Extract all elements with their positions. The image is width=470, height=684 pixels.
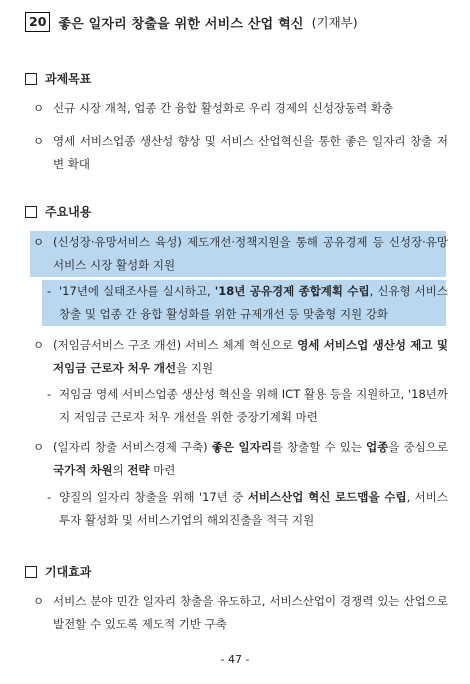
circle-bullet-icon: ㅇ [33, 134, 45, 148]
section-header [25, 12, 358, 32]
square-bullet-icon [25, 566, 37, 578]
sub-text: 저임금 영세 서비스업종 생산성 혁신을 위해 ICT 활용 등을 지원하고, '18년까지 저임금 근로자 처우 개선을 위한 중장기계획 마련 [59, 387, 448, 424]
effect-text: 서비스 분야 민간 일자리 창출을 유도하고, 서비스산업이 경쟁력 있는 산업으로 발전할 수 있도록 제도적 기반 구축 [53, 594, 448, 631]
circle-bullet-icon: ㅇ [33, 440, 45, 454]
dash-bullet: - [47, 490, 52, 504]
list-item [33, 231, 448, 277]
list-item [33, 97, 448, 120]
list-item [33, 590, 448, 636]
square-bullet-icon [25, 206, 37, 218]
content-text: (저임금서비스 구조 개선) 서비스 체계 혁신으로 영세 서비스업 생산성 제고 및 저임금 근로자 처우 개선을 지원 [53, 338, 448, 375]
content-text: (일자리 창출 서비스경제 구축) 좋은 일자리를 창출할 수 있는 업종을 중심으로 국가적 차원의 전략 마련 [53, 440, 449, 477]
circle-bullet-icon: ㅇ [33, 594, 45, 608]
page-number: - 47 - [220, 653, 250, 666]
item-number: 20 [25, 12, 50, 32]
section-contents [25, 203, 91, 220]
dash-bullet: - [47, 387, 52, 401]
section-goals-label: 과제목표 [45, 72, 92, 86]
sub-text: '17년에 실태조사를 실시하고, '18년 공유경제 종합계획 수립, 신유형 서비스 창출 및 업종 간 융합 활성화를 위한 규제개선 등 맞춤형 지원 강화 [59, 284, 448, 321]
section-effects [25, 563, 91, 580]
list-item [33, 334, 448, 380]
section-effects-label: 기대효과 [45, 565, 92, 579]
ministry-label: (기재부) [311, 15, 358, 30]
circle-bullet-icon: ㅇ [33, 101, 45, 115]
dash-bullet: - [47, 284, 52, 298]
sub-text: 양질의 일자리 창출을 위해 '17년 중 서비스산업 혁신 로드맵을 수립, 서비스 투자 활성화 및 서비스기업의 해외진출을 적극 지원 [59, 490, 448, 527]
page-title: 좋은 일자리 창출을 위한 서비스 산업 혁신 [58, 16, 304, 32]
sub-item [47, 280, 448, 326]
square-bullet-icon [25, 73, 37, 85]
section-contents-label: 주요내용 [45, 205, 92, 219]
section-goals [25, 70, 91, 87]
circle-bullet-icon: ㅇ [33, 235, 45, 249]
content-text: (신성장·유망서비스 육성) 제도개선·정책지원을 통해 공유경제 등 신성장·유망서비스 시장 활성화 지원 [53, 235, 448, 272]
goal-text: 신규 시장 개척, 업종 간 융합 활성화로 우리 경제의 신성장동력 확충 [53, 101, 394, 115]
list-item [33, 436, 448, 482]
sub-item [47, 383, 448, 429]
list-item [33, 130, 448, 176]
sub-item [47, 486, 448, 532]
goal-text: 영세 서비스업종 생산성 향상 및 서비스 산업혁신을 통한 좋은 일자리 창출 저변 확대 [53, 134, 448, 171]
circle-bullet-icon: ㅇ [33, 338, 45, 352]
